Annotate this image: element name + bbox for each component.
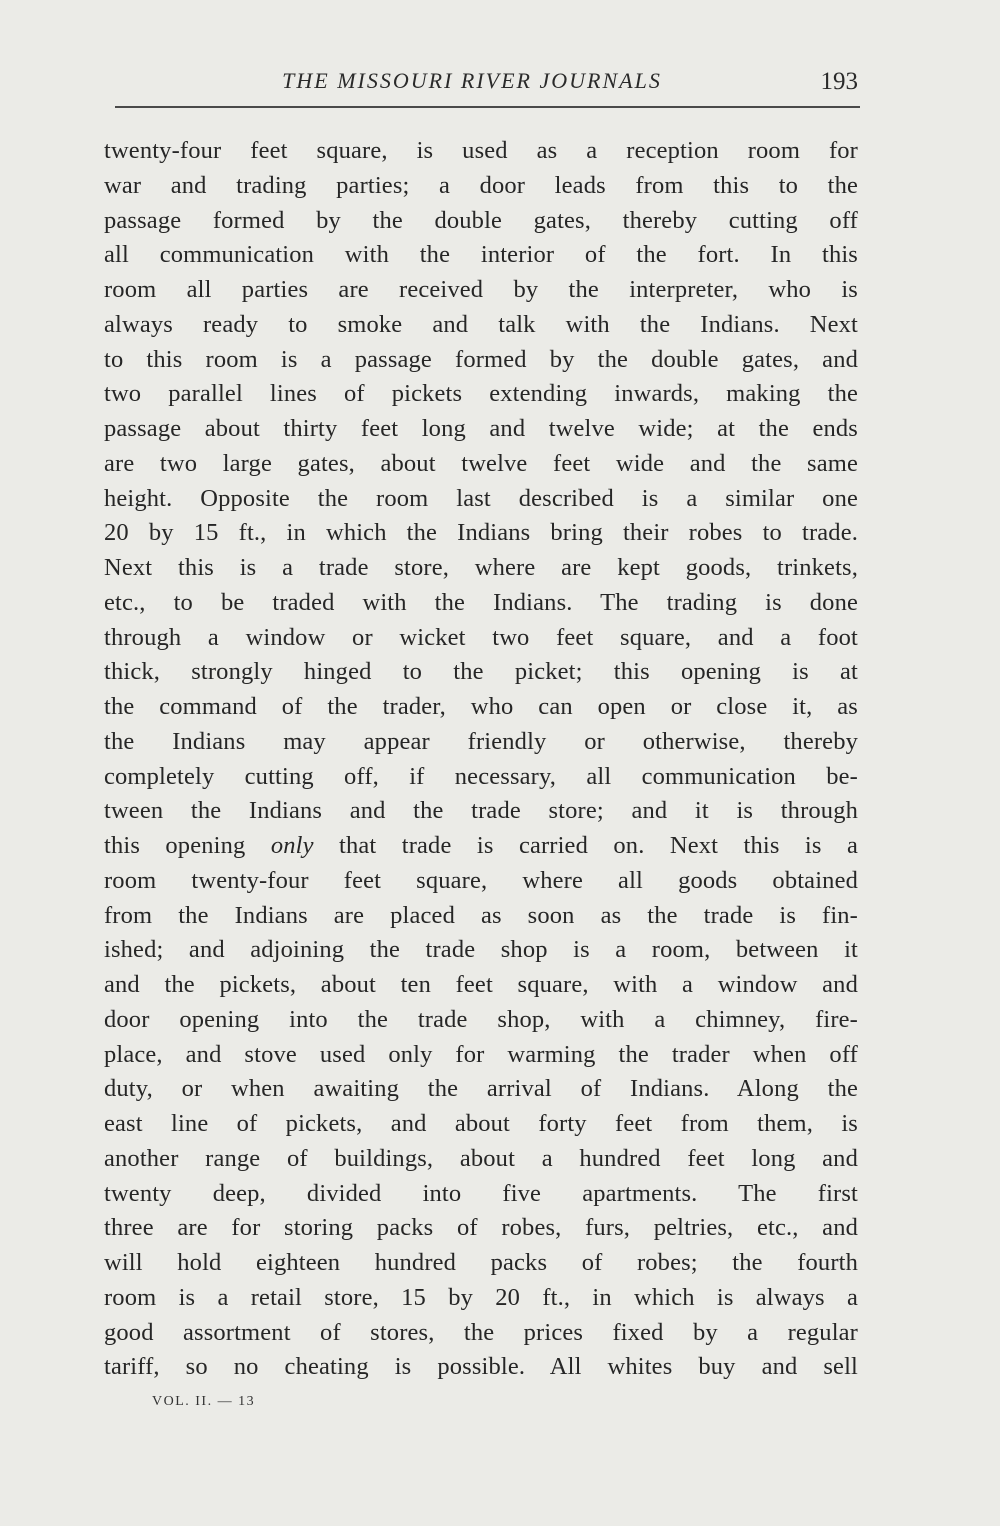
- text-line: twenty deep, divided into five apartments. The first: [104, 1179, 858, 1207]
- text-line: height. Opposite the room last described is a similar one: [104, 484, 858, 512]
- text-line: 20 by 15 ft., in which the Indians bring their robes to trade.: [104, 519, 858, 547]
- text-line: room all parties are received by the interpreter, who is: [104, 276, 858, 303]
- running-head: [112, 62, 860, 102]
- page-number: 193: [820, 68, 858, 95]
- text-line: tariff, so no cheating is possible. All whites buy and sell: [104, 1353, 858, 1381]
- italic-emphasis: only: [270, 832, 314, 859]
- text-line: ished; and adjoining the trade shop is a room, between it: [104, 936, 858, 964]
- text-line: door opening into the trade shop, with a chimney, fire-: [104, 1005, 858, 1033]
- running-title: THE MISSOURI RIVER JOURNALS: [282, 68, 662, 93]
- text-line: will hold eighteen hundred packs of robes; the fourth: [104, 1249, 858, 1276]
- header-rule: [115, 106, 860, 108]
- text-line-head: this opening: [104, 832, 246, 859]
- text-line: completely cutting off, if necessary, all communication be-: [104, 762, 858, 790]
- text-line: always ready to smoke and talk with the Indians. Next: [104, 310, 858, 338]
- text-line: from the Indians are placed as soon as the trade is fin-: [104, 901, 858, 929]
- text-line: thick, strongly hinged to the picket; this opening is at: [104, 658, 858, 686]
- text-line: room twenty-four feet square, where all goods obtained: [104, 866, 858, 894]
- text-line: and the pickets, about ten feet square, with a window and: [104, 971, 858, 998]
- text-line: to this room is a passage formed by the double gates, and: [104, 345, 858, 373]
- text-line: all communication with the interior of the fort. In this: [104, 241, 858, 269]
- text-line: twenty-four feet square, is used as a reception room for: [104, 137, 858, 164]
- text-line: room is a retail store, 15 by 20 ft., in which is always a: [104, 1283, 858, 1311]
- text-line: duty, or when awaiting the arrival of Indians. Along the: [104, 1075, 858, 1103]
- text-line: passage formed by the double gates, thereby cutting off: [104, 206, 858, 234]
- text-line: three are for storing packs of robes, furs, peltries, etc., and: [104, 1214, 858, 1242]
- text-line: Next this is a trade store, where are kept goods, trinkets,: [104, 554, 858, 581]
- text-line: two parallel lines of pickets extending inwards, making the: [104, 380, 858, 408]
- text-line-with-italic: [104, 829, 858, 864]
- text-line: tween the Indians and the trade store; and it is through: [104, 797, 858, 825]
- body-text: [104, 134, 858, 1385]
- text-line: through a window or wicket two feet square, and a foot: [104, 623, 858, 651]
- text-line: east line of pickets, and about forty feet from them, is: [104, 1110, 858, 1137]
- signature-mark: VOL. II. — 13: [152, 1394, 256, 1409]
- text-line: the command of the trader, who can open or close it, as: [104, 693, 858, 720]
- text-line: good assortment of stores, the prices fixed by a regular: [104, 1318, 858, 1346]
- text-line: the Indians may appear friendly or otherwise, thereby: [104, 727, 858, 755]
- text-line: another range of buildings, about a hundred feet long and: [104, 1144, 858, 1172]
- text-line: etc., to be traded with the Indians. The trading is done: [104, 588, 858, 616]
- text-line: are two large gates, about twelve feet wide and the same: [104, 449, 858, 477]
- text-line-tail: that trade is carried on. Next this is a: [339, 832, 858, 859]
- text-line: war and trading parties; a door leads from this to the: [104, 171, 858, 199]
- text-line: place, and stove used only for warming the trader when off: [104, 1040, 858, 1068]
- text-line: passage about thirty feet long and twelve wide; at the ends: [104, 415, 858, 442]
